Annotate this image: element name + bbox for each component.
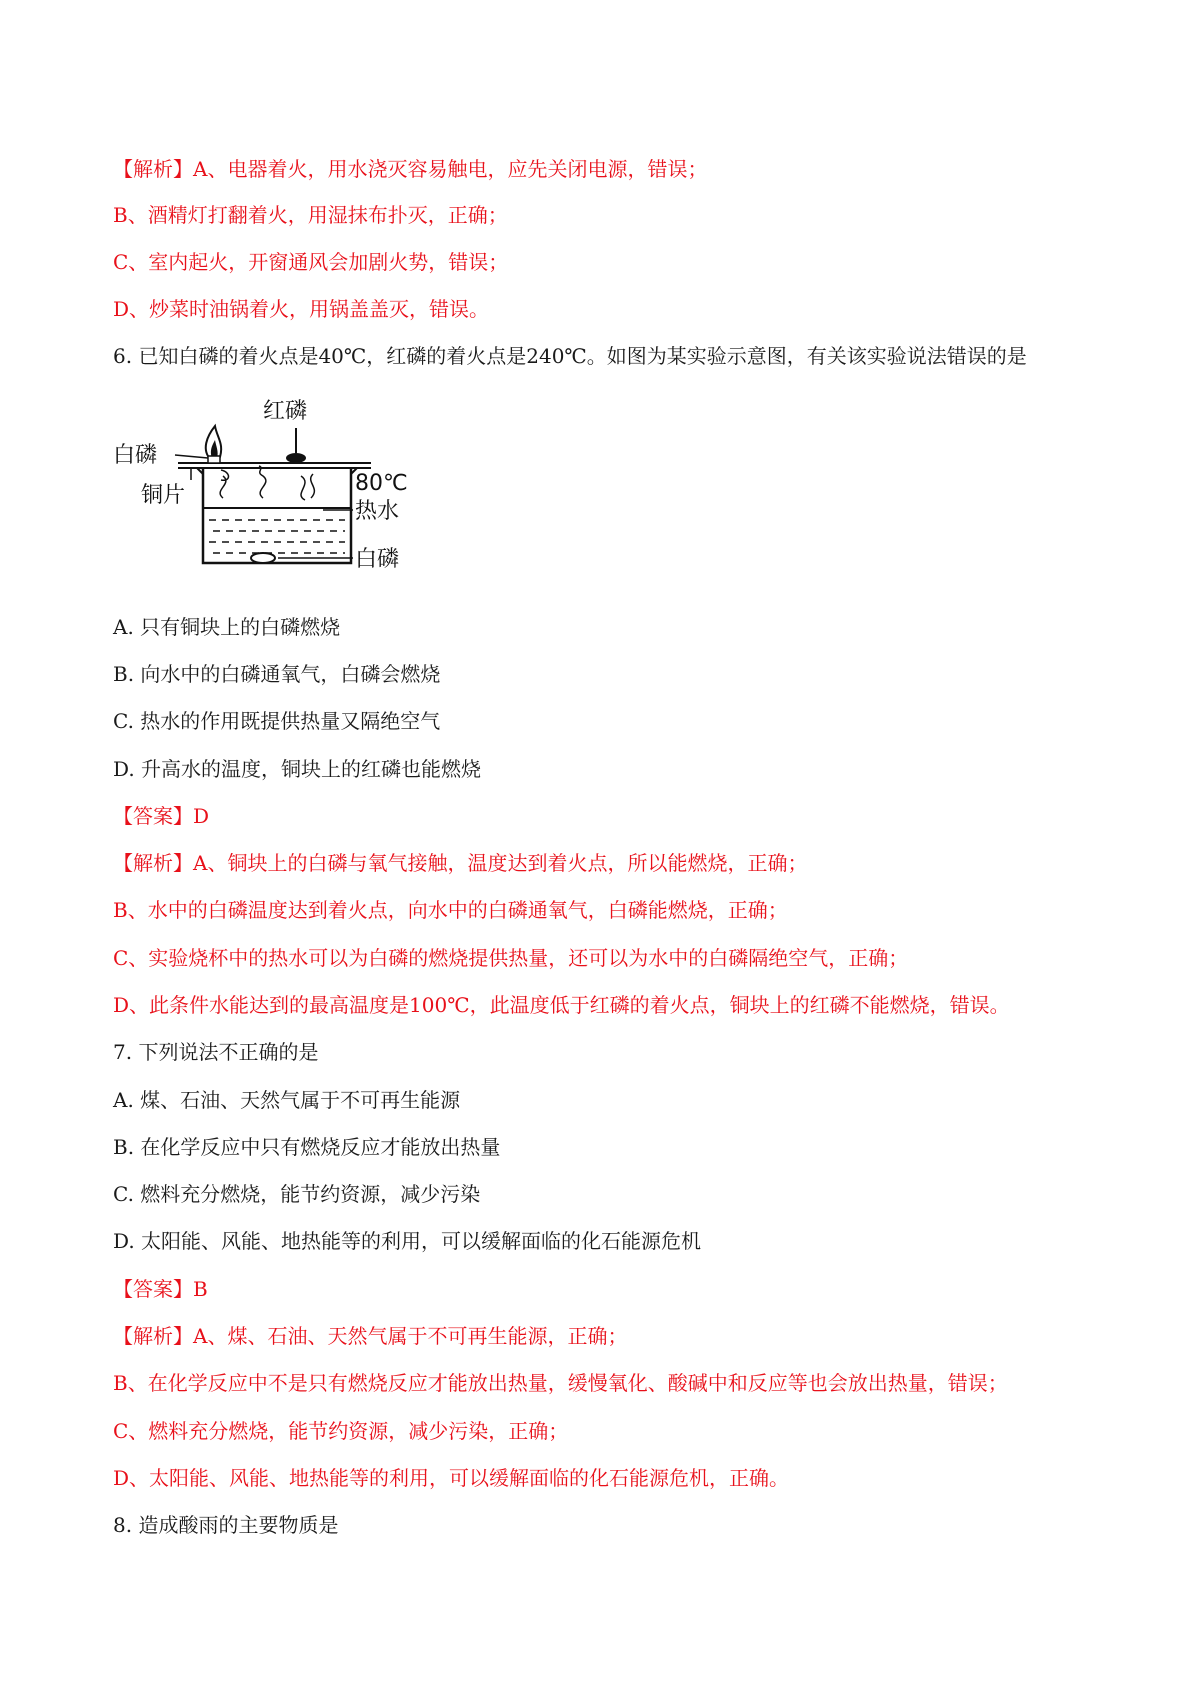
q6-analysis-b: B、水中的白磷温度达到着火点，向水中的白磷通氧气，白磷能燃烧，正确； bbox=[113, 898, 788, 922]
q6-analysis-c: C、实验烧杯中的热水可以为白磷的燃烧提供热量，还可以为水中的白磷隔绝空气，正确； bbox=[113, 946, 909, 970]
label-red-phosphorus: 红磷 bbox=[263, 399, 308, 424]
q7-option-b: B. 在化学反应中只有燃烧反应才能放出热量 bbox=[113, 1135, 501, 1159]
label-copper-sheet: 铜片 bbox=[141, 483, 186, 508]
q7-option-c: C. 燃料充分燃烧，能节约资源，减少污染 bbox=[113, 1182, 481, 1206]
steam-2 bbox=[259, 466, 266, 498]
q6-analysis-d: D、此条件水能达到的最高温度是100℃，此温度低于红磷的着火点，铜块上的红磷不能燃烧，错误。 bbox=[113, 993, 1010, 1017]
q6-answer: 【答案】D bbox=[113, 804, 210, 828]
q7-analysis-b: B、在化学反应中不是只有燃烧反应才能放出热量，缓慢氧化、酸碱中和反应等也会放出热量，错误； bbox=[113, 1371, 1008, 1395]
q5-analysis-a: 【解析】A、电器着火，用水浇灭容易触电，应先关闭电源，错误； bbox=[113, 157, 708, 181]
q5-analysis-b: B、酒精灯打翻着火，用湿抹布扑灭，正确； bbox=[113, 203, 508, 227]
q7-option-d: D. 太阳能、风能、地热能等的利用，可以缓解面临的化石能源危机 bbox=[113, 1229, 702, 1253]
q7-analysis-a: 【解析】A、煤、石油、天然气属于不可再生能源，正确； bbox=[113, 1324, 628, 1348]
label-temperature: 80℃ bbox=[355, 471, 408, 496]
q5-analysis-c: C、室内起火，开窗通风会加剧火势，错误； bbox=[113, 250, 509, 274]
q7-option-a: A. 煤、石油、天然气属于不可再生能源 bbox=[113, 1088, 461, 1112]
q7-question: 7. 下列说法不正确的是 bbox=[113, 1040, 319, 1064]
q6-option-a: A. 只有铜块上的白磷燃烧 bbox=[113, 615, 341, 639]
white-phosphorus-pointer bbox=[175, 455, 208, 458]
q6-option-d: D. 升高水的温度，铜块上的红磷也能燃烧 bbox=[113, 757, 482, 781]
label-hot-water: 热水 bbox=[355, 499, 400, 524]
steam-3 bbox=[301, 474, 314, 500]
white-phosphorus-water-blob bbox=[251, 553, 275, 563]
white-phosphorus-on-copper bbox=[208, 456, 220, 463]
q7-analysis-d: D、太阳能、风能、地热能等的利用，可以缓解面临的化石能源危机，正确。 bbox=[113, 1466, 790, 1490]
label-white-phosphorus-water: 白磷 bbox=[355, 547, 400, 572]
steam-1 bbox=[220, 470, 228, 498]
experiment-diagram-svg bbox=[113, 398, 433, 573]
q6-analysis-a: 【解析】A、铜块上的白磷与氧气接触，温度达到着火点，所以能燃烧，正确； bbox=[113, 851, 808, 875]
water-dashes bbox=[209, 520, 345, 553]
q6-question: 6. 已知白磷的着火点是40℃，红磷的着火点是240℃。如图为某实验示意图，有关该实验说法错误的是 bbox=[113, 344, 1027, 368]
red-phosphorus-blob bbox=[286, 453, 306, 463]
q6-option-b: B. 向水中的白磷通氧气，白磷会燃烧 bbox=[113, 662, 441, 686]
experiment-diagram bbox=[113, 398, 433, 573]
q5-analysis-d: D、炒菜时油锅着火，用锅盖盖灭，错误。 bbox=[113, 297, 490, 321]
q6-option-c: C. 热水的作用既提供热量又隔绝空气 bbox=[113, 709, 441, 733]
q8-question: 8. 造成酸雨的主要物质是 bbox=[113, 1513, 339, 1537]
q7-analysis-c: C、燃料充分燃烧，能节约资源，减少污染，正确； bbox=[113, 1419, 569, 1443]
q7-answer: 【答案】B bbox=[113, 1277, 208, 1301]
label-white-phosphorus-top: 白磷 bbox=[113, 443, 158, 468]
